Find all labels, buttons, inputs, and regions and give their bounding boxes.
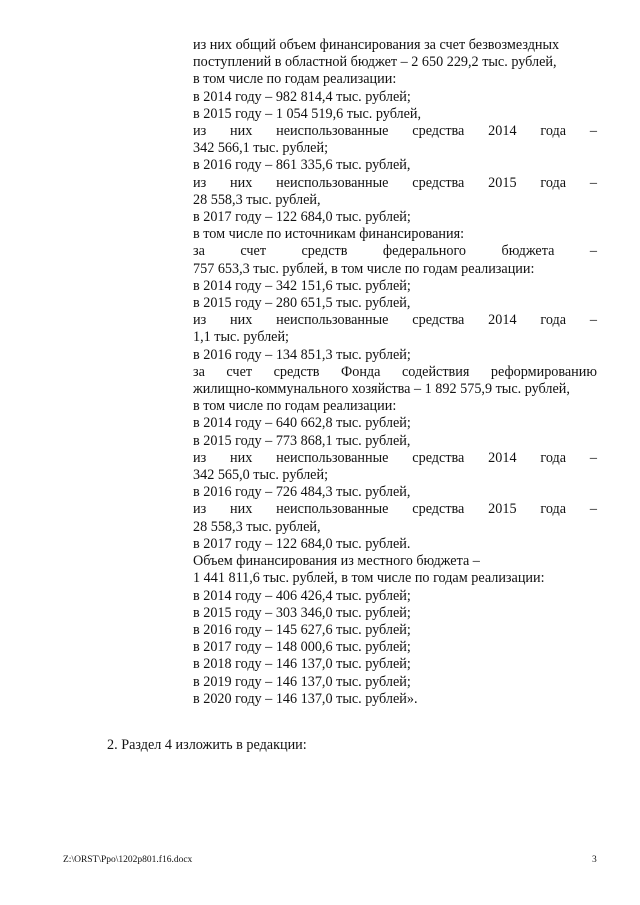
text-line: в 2017 году – 122 684,0 тыс. рублей. xyxy=(193,535,411,552)
text-line: в 2016 году – 134 851,3 тыс. рублей; xyxy=(193,346,411,363)
text-line: жилищно-коммунального хозяйства – 1 892 575,9 тыс. рублей, xyxy=(193,381,570,398)
text-line: из них общий объем финансирования за счет безвозмездных xyxy=(193,37,560,53)
text-line: в 2014 году – 406 426,4 тыс. рублей; xyxy=(193,587,411,604)
text-word: счет xyxy=(226,363,253,380)
text-word: 2014 xyxy=(488,449,517,466)
text-word: средства xyxy=(412,501,465,518)
text-line xyxy=(193,312,597,329)
text-line xyxy=(193,123,597,140)
text-word: неиспользованные xyxy=(276,123,389,140)
text-word: из xyxy=(193,123,207,140)
text-line: в 2016 году – 861 335,6 тыс. рублей, xyxy=(193,157,411,174)
text-word: года xyxy=(540,501,567,518)
text-line: в том числе по источникам финансирования: xyxy=(193,226,465,243)
text-word: из xyxy=(193,312,207,329)
document-body xyxy=(193,37,597,708)
text-line: 28 558,3 тыс. рублей, xyxy=(193,191,321,208)
text-word: них xyxy=(230,312,253,329)
text-word: – xyxy=(589,123,597,140)
text-word: года xyxy=(540,174,567,191)
text-line: в 2016 году – 145 627,6 тыс. рублей; xyxy=(193,621,411,638)
text-line xyxy=(193,175,597,192)
text-word: из xyxy=(193,501,207,518)
text-word: средства xyxy=(412,174,465,191)
text-line: в 2014 году – 640 662,8 тыс. рублей; xyxy=(193,415,411,432)
text-line: в том числе по годам реализации: xyxy=(193,398,397,415)
text-line: в 2020 году – 146 137,0 тыс. рублей». xyxy=(193,690,418,707)
text-word: них xyxy=(230,174,253,191)
text-word: за xyxy=(193,243,205,260)
footer-page-number: 3 xyxy=(592,855,597,865)
text-word: них xyxy=(230,123,253,140)
text-word: бюджета xyxy=(501,243,555,260)
text-line: в 2017 году – 122 684,0 тыс. рублей; xyxy=(193,209,411,226)
text-word: – xyxy=(589,312,597,329)
text-line: 342 565,0 тыс. рублей; xyxy=(193,467,329,484)
text-word: 2015 xyxy=(488,174,517,191)
text-line: в том числе по годам реализации: xyxy=(193,71,397,88)
text-line: в 2015 году – 280 651,5 тыс. рублей, xyxy=(193,295,411,312)
text-word: средств xyxy=(273,363,320,380)
text-word: 2015 xyxy=(488,501,517,518)
text-line xyxy=(193,364,597,381)
text-line: Объем финансирования из местного бюджета – xyxy=(193,553,480,570)
text-word: 2014 xyxy=(488,312,517,329)
footer-file-path: Z:\ORST\Ppo\1202p801.f16.docx xyxy=(63,855,193,865)
text-word: года xyxy=(540,449,567,466)
text-line: в 2019 году – 146 137,0 тыс. рублей; xyxy=(193,673,411,690)
text-word: 2014 xyxy=(488,123,517,140)
text-word: – xyxy=(589,449,597,466)
text-word: – xyxy=(589,243,597,260)
text-word: них xyxy=(230,501,253,518)
text-word: содействия xyxy=(401,363,470,380)
text-line: в 2016 году – 726 484,3 тыс. рублей, xyxy=(193,484,411,501)
text-line: в 2014 году – 342 151,6 тыс. рублей; xyxy=(193,277,411,294)
text-line: 757 653,3 тыс. рублей, в том числе по годам реализации: xyxy=(193,260,535,277)
text-word: – xyxy=(589,501,597,518)
text-word: из xyxy=(193,449,207,466)
text-line: 1 441 811,6 тыс. рублей, в том числе по годам реализации: xyxy=(193,570,545,587)
text-word: средства xyxy=(412,449,465,466)
text-word: неиспользованные xyxy=(276,449,389,466)
text-word: неиспользованные xyxy=(276,174,389,191)
text-line: поступлений в областной бюджет – 2 650 229,2 тыс. рублей, xyxy=(193,54,557,71)
text-word: неиспользованные xyxy=(276,312,389,329)
text-line: в 2014 году – 982 814,4 тыс. рублей; xyxy=(193,88,411,105)
text-word: них xyxy=(230,449,253,466)
text-line xyxy=(193,501,597,518)
text-line: в 2017 году – 148 000,6 тыс. рублей; xyxy=(193,639,411,656)
text-line xyxy=(193,450,597,467)
text-line: в 2015 году – 773 868,1 тыс. рублей, xyxy=(193,432,411,449)
text-line: 342 566,1 тыс. рублей; xyxy=(193,140,329,157)
text-word: неиспользованные xyxy=(276,501,389,518)
text-word: Фонда xyxy=(341,363,381,380)
text-word: года xyxy=(540,312,567,329)
text-word: за xyxy=(193,363,205,380)
text-word: средства xyxy=(412,123,465,140)
text-word: года xyxy=(540,123,567,140)
text-word: счет xyxy=(240,243,267,260)
text-word: федерального xyxy=(382,243,467,260)
text-word: средств xyxy=(301,243,348,260)
text-word: средства xyxy=(412,312,465,329)
text-word: реформированию xyxy=(490,363,597,380)
text-line: 1,1 тыс. рублей; xyxy=(193,329,289,346)
text-word: из xyxy=(193,174,207,191)
text-line: в 2015 году – 303 346,0 тыс. рублей; xyxy=(193,604,411,621)
section-instruction: 2. Раздел 4 изложить в редакции: xyxy=(107,737,307,753)
text-line: в 2015 году – 1 054 519,6 тыс. рублей, xyxy=(193,105,422,122)
text-line: 28 558,3 тыс. рублей, xyxy=(193,518,321,535)
text-line: в 2018 году – 146 137,0 тыс. рублей; xyxy=(193,656,411,673)
text-line xyxy=(193,243,597,260)
text-word: – xyxy=(589,174,597,191)
